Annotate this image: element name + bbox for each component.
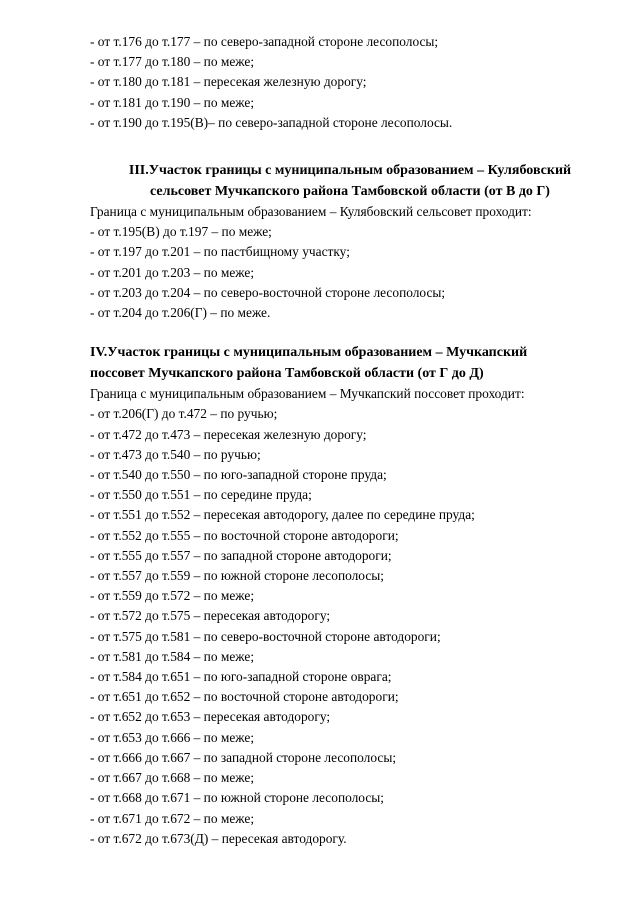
list-item: - от т.581 до т.584 – по меже; [90, 648, 255, 664]
list-item: - от т.551 до т.552 – пересекая автодорогу, далее по середине пруда; [90, 507, 475, 523]
list-item: - от т.653 до т.666 – по меже; [90, 729, 255, 745]
section-4 [90, 343, 610, 849]
section-4-title [90, 343, 610, 384]
section-3-title-line-1: III.Участок границы с муниципальным образованием – Кулябовский [128, 163, 572, 179]
list-item: - от т.666 до т.667 – по западной стороне лесополосы; [90, 749, 397, 765]
list-item: - от т.667 до т.668 – по меже; [90, 770, 255, 786]
section-3-intro: Граница с муниципальным образованием – Кулябовский сельсовет проходит: [90, 204, 532, 220]
list-item: - от т.203 до т.204 – по северо-восточной стороне лесополосы; [90, 284, 446, 300]
list-item: - от т.206(Г) до т.472 – по ручью; [90, 406, 278, 422]
section-4-title-line-1: IV.Участок границы с муниципальным образованием – Мучкапский [90, 345, 528, 361]
list-item: - от т.550 до т.551 – по середине пруда; [90, 487, 312, 503]
list-item: - от т.672 до т.673(Д) – пересекая автодорогу. [90, 830, 347, 846]
top-boundary-list [90, 32, 610, 133]
list-item: - от т.204 до т.206(Г) – по меже. [90, 305, 271, 321]
section-3 [90, 161, 610, 323]
list-item: - от т.472 до т.473 – пересекая железную дорогу; [90, 426, 367, 442]
list-item: - от т.584 до т.651 – по юго-западной стороне оврага; [90, 669, 392, 685]
list-item: - от т.652 до т.653 – пересекая автодорогу; [90, 709, 331, 725]
spacer [90, 133, 610, 161]
spacer [90, 323, 610, 343]
list-item: - от т.197 до т.201 – по пастбищному участку; [90, 244, 350, 260]
list-item: - от т.177 до т.180 – по меже; [90, 54, 255, 70]
section-3-title [90, 161, 610, 202]
list-item: - от т.190 до т.195(В)– по северо-западной стороне лесополосы. [90, 114, 453, 130]
document-page [90, 32, 610, 849]
list-item: - от т.671 до т.672 – по меже; [90, 810, 255, 826]
section-4-title-line-2: поссовет Мучкапского района Тамбовской области (от Г до Д) [90, 365, 484, 381]
list-item: - от т.557 до т.559 – по южной стороне лесополосы; [90, 568, 384, 584]
list-item: - от т.572 до т.575 – пересекая автодорогу; [90, 608, 331, 624]
list-item: - от т.552 до т.555 – по восточной стороне автодороги; [90, 527, 399, 543]
list-item: - от т.555 до т.557 – по западной стороне автодороги; [90, 547, 392, 563]
list-item: - от т.651 до т.652 – по восточной стороне автодороги; [90, 689, 399, 705]
section-3-title-line-2: сельсовет Мучкапского района Тамбовской области (от В до Г) [150, 183, 550, 199]
list-item: - от т.180 до т.181 – пересекая железную дорогу; [90, 74, 367, 90]
list-item: - от т.559 до т.572 – по меже; [90, 588, 255, 604]
list-item: - от т.176 до т.177 – по северо-западной стороне лесополосы; [90, 34, 439, 49]
section-4-intro: Граница с муниципальным образованием – Мучкапский поссовет проходит: [90, 386, 525, 402]
list-item: - от т.575 до т.581 – по северо-восточной стороне автодороги; [90, 628, 441, 644]
list-item: - от т.540 до т.550 – по юго-западной стороне пруда; [90, 467, 387, 483]
list-item: - от т.201 до т.203 – по меже; [90, 264, 255, 280]
list-item: - от т.668 до т.671 – по южной стороне лесополосы; [90, 790, 384, 806]
list-item: - от т.473 до т.540 – по ручью; [90, 446, 261, 462]
list-item: - от т.181 до т.190 – по меже; [90, 94, 255, 110]
list-item: - от т.195(В) до т.197 – по меже; [90, 224, 272, 240]
